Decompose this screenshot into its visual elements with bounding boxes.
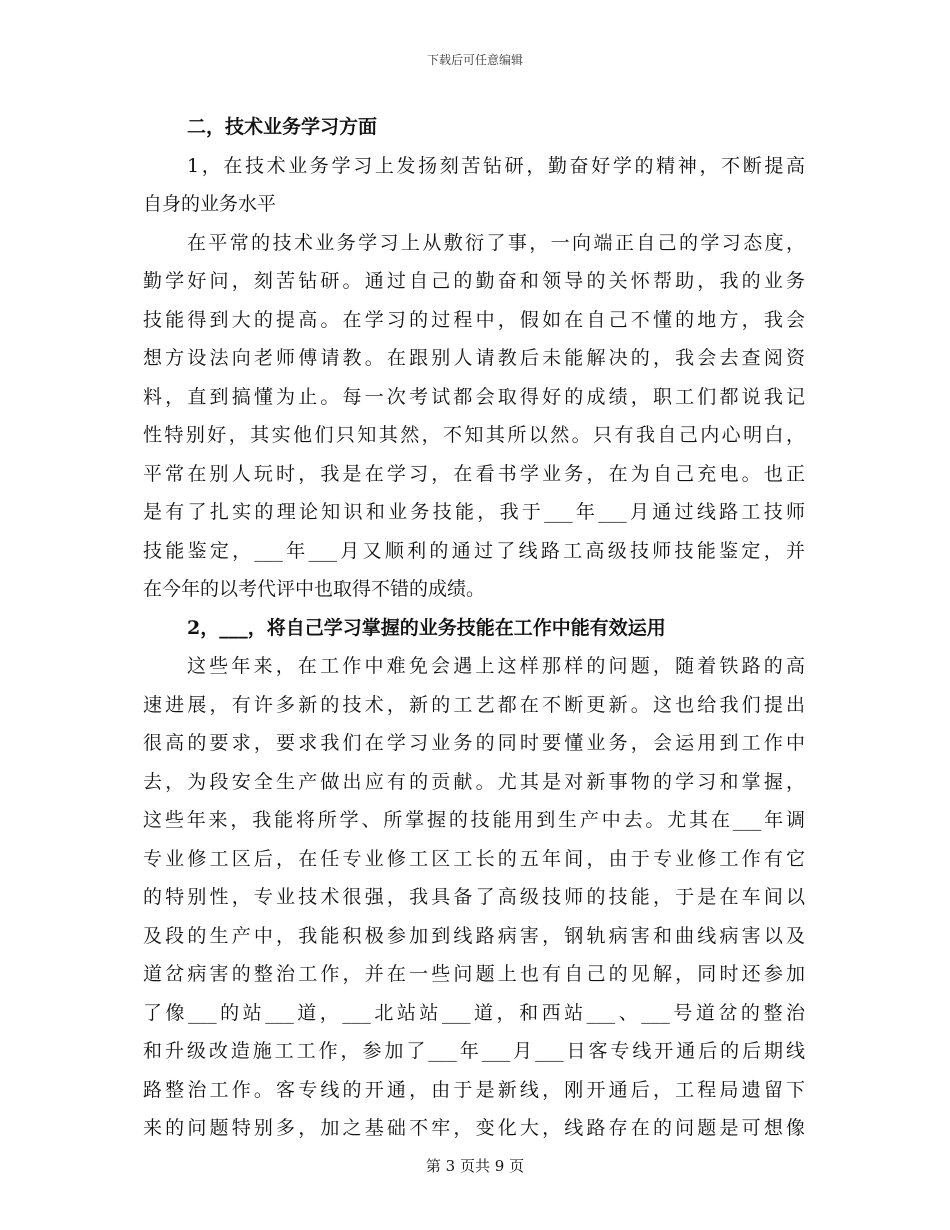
body-text-line: 来的问题特别多，加之基础不牢，变化大，线路存在的问题是可想像 <box>143 1117 805 1139</box>
body-text-line: 及段的生产中，我能积极参加到线路病害，钢轨病害和曲线病害以及 <box>143 924 805 947</box>
page-header: 下载后可任意编辑 <box>426 53 523 67</box>
body-text-line: 了像___的站___道，___北站站___道，和西站___、___号道岔的整治 <box>143 1001 805 1024</box>
body-text-line: 想方设法向老师傅请教。在跟别人请教后未能解决的，我会去查阅资 <box>143 347 805 369</box>
body-text-line: 很高的要求，要求我们在学习业务的同时要懂业务，会运用到工作中 <box>143 732 805 754</box>
body-text-line: 速进展，有许多新的技术，新的工艺都在不断更新。这也给我们提出 <box>143 693 805 716</box>
body-text-line: 这些年来，在工作中难免会遇上这样那样的问题，随着铁路的高 <box>187 655 805 677</box>
body-text-line: 料，直到搞懂为止。每一次考试都会取得好的成绩，职工们都说我记 <box>143 385 805 408</box>
body-text-line: 在平常的技术业务学习上从敷衍了事，一向端正自己的学习态度， <box>187 231 805 254</box>
body-text-line: 这些年来，我能将所学、所掌握的技能用到生产中去。尤其在___年调 <box>143 809 805 831</box>
body-text-line: 平常在别人玩时，我是在学习，在看书学业务，在为自己充电。也正 <box>143 462 805 485</box>
body-text-line: 去，为段安全生产做出应有的贡献。尤其是对新事物的学习和掌握， <box>143 770 805 793</box>
body-text-line: 和升级改造施工工作，参加了___年___月___日客专线开通后的后期线 <box>143 1040 805 1062</box>
body-text-line: 1，在技术业务学习上发扬刻苦钻研，勤奋好学的精神，不断提高 <box>187 154 805 177</box>
body-text-line: 性特别好，其实他们只知其然，不知其所以然。只有我自己内心明白， <box>143 424 805 446</box>
body-text-line: 专业修工区后，在任专业修工区工长的五年间，由于专业修工作有它 <box>143 847 805 870</box>
body-text-line: 技能鉴定，___年___月又顺利的通过了线路工高级技师技能鉴定，并 <box>143 539 805 562</box>
body-text-line: 的特别性，专业技术很强，我具备了高级技师的技能，于是在车间以 <box>143 886 805 908</box>
body-text-line: 技能得到大的提高。在学习的过程中，假如在自己不懂的地方，我会 <box>143 308 805 331</box>
section-heading: 2，___，将自己学习掌握的业务技能在工作中能有效运用 <box>187 616 666 639</box>
body-text-line: 道岔病害的整治工作，并在一些问题上也有自己的见解，同时还参加 <box>143 963 805 985</box>
body-text-line: 勤学好问，刻苦钻研。通过自己的勤奋和领导的关怀帮助，我的业务 <box>143 270 805 292</box>
body-text-line: 自身的业务水平 <box>143 193 277 215</box>
body-text-line: 路整治工作。客专线的开通，由于是新线，刚开通后，工程局遗留下 <box>143 1078 805 1101</box>
page-number: 第 3 页共 9 页 <box>425 1157 525 1175</box>
document-body <box>143 108 805 1148</box>
body-text-line: 在今年的以考代评中也取得不错的成绩。 <box>143 578 486 600</box>
section-heading: 二，技术业务学习方面 <box>187 116 378 138</box>
body-text-line: 是有了扎实的理论知识和业务技能，我于___年___月通过线路工技师 <box>143 501 805 523</box>
